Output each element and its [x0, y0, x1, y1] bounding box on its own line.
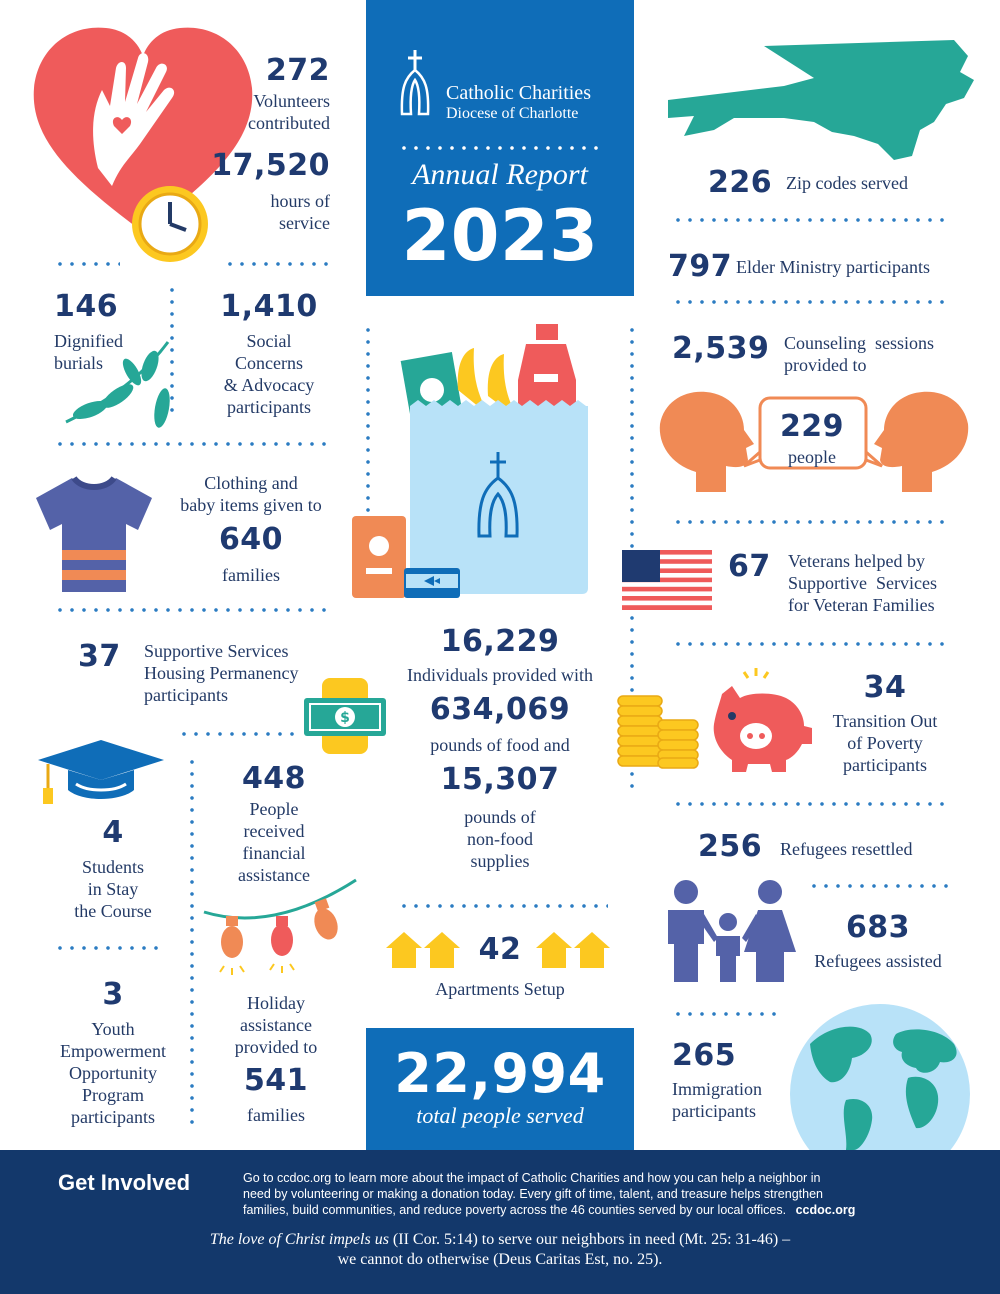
divider [672, 218, 948, 222]
students-label-3: the Course [74, 901, 152, 921]
hours-count: 17,520 [211, 148, 330, 183]
financial-label-1: People [249, 799, 299, 819]
holiday-block [206, 992, 346, 1126]
food-label-1: Individuals provided with [407, 665, 593, 685]
total-count: 22,994 [394, 1042, 606, 1105]
footer-body-2: need by volunteering or making a donation today. Every gift of time, talent, and treasure helps strengthen [243, 1187, 823, 1201]
counseling-people-count: 229 [779, 409, 845, 444]
youth-label-3: Opportunity [69, 1063, 157, 1083]
clothing-label-1: Clothing and [204, 473, 298, 493]
clothing-label-3: families [222, 565, 280, 585]
refugees-assisted-count: 683 [845, 910, 911, 945]
hours-label-1: hours of [270, 191, 330, 211]
food-label-2: pounds of food and [430, 735, 570, 755]
financial-count: 448 [241, 761, 307, 796]
elder-count: 797 [668, 249, 733, 284]
houses-left-icon [384, 930, 464, 970]
divider [54, 946, 164, 950]
refugees-resettled-label: Refugees resettled [780, 839, 913, 859]
immigration-block [672, 1036, 792, 1122]
clothing-block [166, 472, 336, 586]
immigration-label-2: participants [672, 1101, 756, 1121]
housing-label-3: participants [144, 685, 228, 705]
social-count: 1,410 [220, 289, 318, 324]
report-year: 2023 [401, 195, 599, 277]
org-name [446, 82, 636, 124]
divider [672, 1012, 782, 1016]
social-label-3: & Advocacy [223, 375, 315, 395]
poverty-block [818, 668, 952, 776]
holiday-count: 541 [243, 1063, 309, 1098]
veterans-count: 67 [728, 549, 771, 584]
total-label: total people served [416, 1103, 584, 1128]
counseling-label-1: Counseling sessions [784, 333, 935, 353]
veterans-labels [788, 550, 988, 616]
apartments-count: 42 [478, 932, 522, 967]
grocery-bag-icon [348, 320, 598, 610]
financial-label-3: financial [242, 843, 306, 863]
holiday-label-1: Holiday [247, 993, 305, 1013]
houses-right-icon [534, 930, 614, 970]
counseling-labels [784, 332, 984, 376]
header-divider [398, 146, 602, 150]
refugees-assisted-label: Refugees assisted [814, 951, 942, 971]
north-carolina-map-icon [664, 38, 984, 164]
poverty-count: 34 [863, 670, 907, 705]
students-count: 4 [102, 815, 124, 850]
social-label-4: participants [227, 397, 311, 417]
food-block [376, 622, 624, 872]
footer [0, 1150, 1000, 1294]
counseling-people-block [762, 408, 862, 468]
footer-quote [0, 1230, 1000, 1270]
family-icon [656, 878, 802, 984]
divider [54, 608, 334, 612]
divider [224, 262, 334, 266]
poverty-label-3: participants [843, 755, 927, 775]
nonfood-pounds-count: 15,307 [440, 762, 560, 797]
food-label-4: non-food [467, 829, 533, 849]
financial-block [206, 760, 342, 886]
burials-count: 146 [54, 289, 119, 324]
social-label-2: Concerns [235, 353, 303, 373]
social-label-1: Social [246, 331, 292, 351]
apartments-label: Apartments Setup [435, 979, 565, 999]
youth-label-4: Program [82, 1085, 144, 1105]
header-box [366, 0, 634, 296]
food-label-5: supplies [470, 851, 530, 871]
divider [398, 904, 608, 908]
footer-quote-italic: The love of Christ impels us [209, 1231, 389, 1248]
footer-body-1: Go to ccdoc.org to learn more about the impact of Catholic Charities and how you can help a neighbor in [243, 1171, 821, 1185]
clothing-label-2: baby items given to [180, 495, 322, 515]
holiday-lights-icon [200, 876, 360, 980]
shirt-icon [32, 472, 156, 596]
footer-title: Get Involved [58, 1170, 191, 1195]
poverty-label-2: of Poverty [847, 733, 923, 753]
veterans-label-3: for Veteran Families [788, 595, 935, 615]
youth-block [38, 976, 188, 1128]
graduation-cap-icon [34, 738, 168, 808]
piggy-bank-icon [706, 664, 818, 776]
catholic-charities-logo-icon [399, 48, 431, 118]
elder-label: Elder Ministry participants [736, 257, 930, 277]
footer-body [243, 1170, 963, 1218]
housing-label-2: Housing Permanency [144, 663, 299, 683]
volunteers-label-1: Volunteers [253, 91, 330, 111]
refugees-resettled-count: 256 [698, 829, 763, 864]
divider [190, 756, 194, 1126]
org-line-1: Catholic Charities [446, 82, 591, 104]
immigration-label-1: Immigration [672, 1079, 762, 1099]
holiday-label-2: assistance [240, 1015, 312, 1035]
veterans-label-2: Supportive Services [788, 573, 937, 593]
volunteers-block [220, 52, 330, 134]
divider [672, 520, 948, 524]
youth-label-5: participants [71, 1107, 155, 1127]
globe-icon [790, 1004, 970, 1150]
report-title: Annual Report [412, 158, 588, 191]
holiday-label-3: provided to [234, 1037, 318, 1057]
students-label-1: Students [81, 857, 144, 877]
poverty-label-1: Transition Out [832, 711, 938, 731]
students-label-2: in Stay [87, 879, 139, 899]
hours-label-2: service [279, 213, 330, 233]
immigration-count: 265 [672, 1038, 737, 1073]
zip-count: 226 [708, 165, 773, 200]
counseling-count: 2,539 [672, 331, 770, 366]
divider [54, 262, 120, 266]
org-line-2: Diocese of Charlotte [446, 105, 579, 122]
volunteers-label-2: contributed [248, 113, 330, 133]
coins-icon [616, 686, 702, 770]
footer-quote-line-1-row [0, 1230, 1000, 1250]
financial-label-2: received [243, 821, 305, 841]
housing-label-1: Supportive Services [144, 641, 289, 661]
food-pounds-count: 634,069 [429, 692, 571, 727]
youth-label-2: Empowerment [60, 1041, 166, 1061]
zip-label: Zip codes served [786, 173, 908, 193]
counseling-label-2: provided to [784, 355, 867, 375]
us-flag-icon [622, 550, 712, 610]
svg-text:$: $ [340, 710, 350, 726]
footer-quote-line-2: we cannot do otherwise (Deus Caritas Est, no. 25). [337, 1251, 663, 1268]
social-block [206, 288, 332, 418]
divider [672, 300, 948, 304]
divider [808, 884, 948, 888]
youth-label-1: Youth [91, 1019, 135, 1039]
financial-label-4: assistance [238, 865, 310, 885]
burials-label-1: Dignified [54, 331, 123, 351]
housing-count: 37 [78, 639, 121, 674]
footer-quote-line-1: (II Cor. 5:14) to serve our neighbors in need (Mt. 25: 31-46) – [388, 1231, 791, 1248]
total-box [366, 1028, 634, 1150]
refugees-assisted-block [808, 908, 948, 972]
holiday-label-4: families [247, 1105, 305, 1125]
food-individuals-count: 16,229 [440, 624, 560, 659]
divider [672, 802, 948, 806]
olive-branch-icon [60, 336, 178, 428]
divider [672, 642, 948, 646]
footer-body-3: families, build communities, and reduce poverty across the 46 counties served by our local offices. [243, 1203, 787, 1217]
veterans-label-1: Veterans helped by [788, 551, 925, 571]
clothing-count: 640 [218, 522, 284, 557]
footer-body-3-row [243, 1202, 963, 1218]
divider [178, 732, 298, 736]
food-label-3: pounds of [464, 807, 536, 827]
footer-url-link[interactable]: ccdoc.org [795, 1203, 856, 1217]
burials-label-2: burials [54, 353, 103, 373]
students-block [48, 814, 178, 922]
counseling-people-label: people [788, 447, 836, 467]
divider [54, 442, 334, 446]
volunteers-count: 272 [265, 53, 330, 88]
hours-block [190, 146, 330, 234]
youth-count: 3 [102, 977, 124, 1012]
